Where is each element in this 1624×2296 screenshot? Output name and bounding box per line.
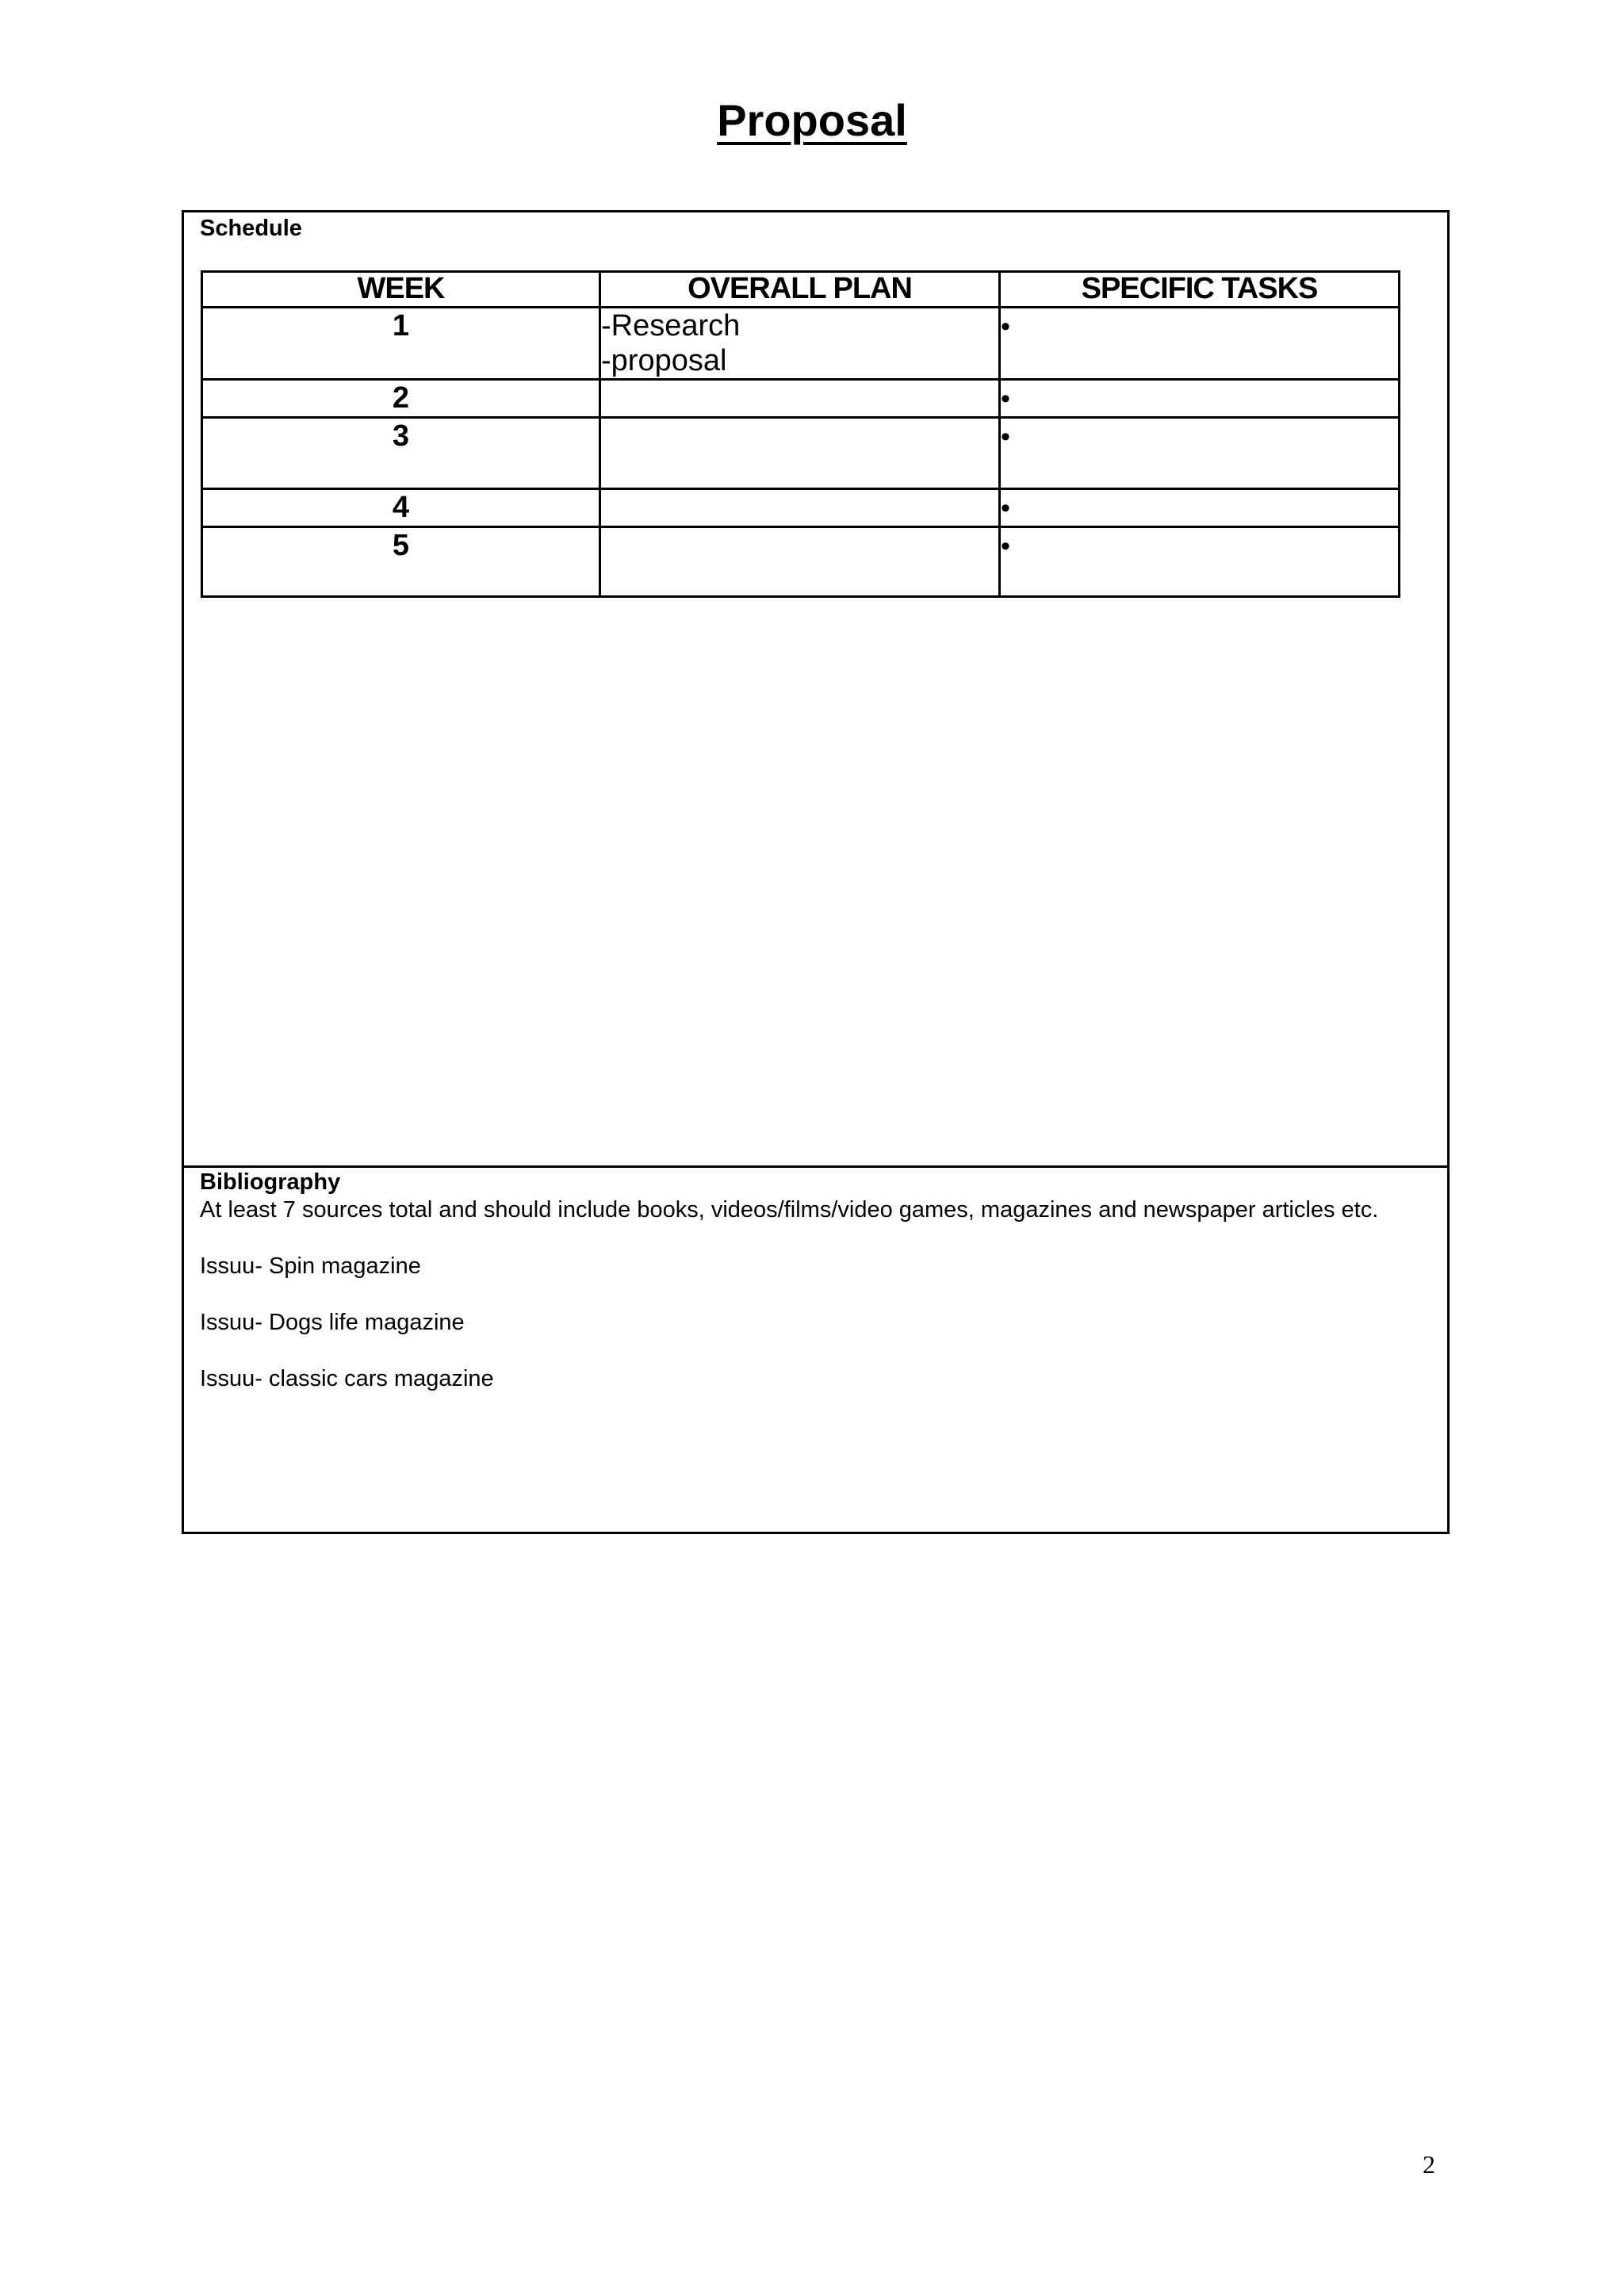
plan-item: -proposal: [601, 344, 727, 377]
section-divider: [184, 1165, 1447, 1168]
table-row: [202, 418, 1400, 489]
week-cell: 3: [202, 418, 600, 489]
overall-plan-cell: [600, 380, 1000, 418]
overall-plan-cell: [600, 308, 1000, 380]
week-cell: 4: [202, 489, 600, 527]
table-row: [202, 527, 1400, 597]
overall-plan-cell: [600, 527, 1000, 597]
specific-tasks-cell: [1000, 308, 1400, 380]
task-bullet: •: [1001, 422, 1010, 452]
table-row: [202, 380, 1400, 418]
specific-tasks-cell: [1000, 380, 1400, 418]
week-cell: 5: [202, 527, 600, 597]
schedule-table: [201, 270, 1400, 598]
bibliography-source: Issuu- Dogs life magazine: [200, 1310, 465, 1335]
week-column-header: WEEK: [202, 272, 600, 308]
bibliography-source: Issuu- classic cars magazine: [200, 1366, 494, 1391]
schedule-header-row: [202, 272, 1400, 308]
table-row: [202, 489, 1400, 527]
bibliography-source: Issuu- Spin magazine: [200, 1253, 421, 1279]
bibliography-heading: Bibliography: [200, 1169, 341, 1195]
specific-tasks-cell: [1000, 527, 1400, 597]
specific-tasks-column-header: SPECIFIC TASKS: [1000, 272, 1400, 308]
page-number: 2: [1423, 2150, 1435, 2179]
overall-plan-column-header: OVERALL PLAN: [600, 272, 1000, 308]
page-title: Proposal: [717, 95, 907, 145]
task-bullet: •: [1001, 384, 1010, 414]
task-bullet: •: [1001, 312, 1010, 342]
week-cell: 2: [202, 380, 600, 418]
table-row: [202, 308, 1400, 380]
specific-tasks-cell: [1000, 418, 1400, 489]
overall-plan-cell: [600, 489, 1000, 527]
overall-plan-cell: [600, 418, 1000, 489]
week-cell: 1: [202, 308, 600, 380]
proposal-form-box: [182, 210, 1450, 1534]
specific-tasks-cell: [1000, 489, 1400, 527]
task-bullet: •: [1001, 493, 1010, 523]
plan-item: -Research: [601, 309, 741, 342]
bibliography-section: [200, 1169, 1437, 1393]
bibliography-description: At least 7 sources total and should include books, videos/films/video games, magazines and newspaper articles etc.: [200, 1197, 1379, 1223]
task-bullet: •: [1001, 531, 1010, 561]
schedule-label: Schedule: [200, 216, 302, 241]
